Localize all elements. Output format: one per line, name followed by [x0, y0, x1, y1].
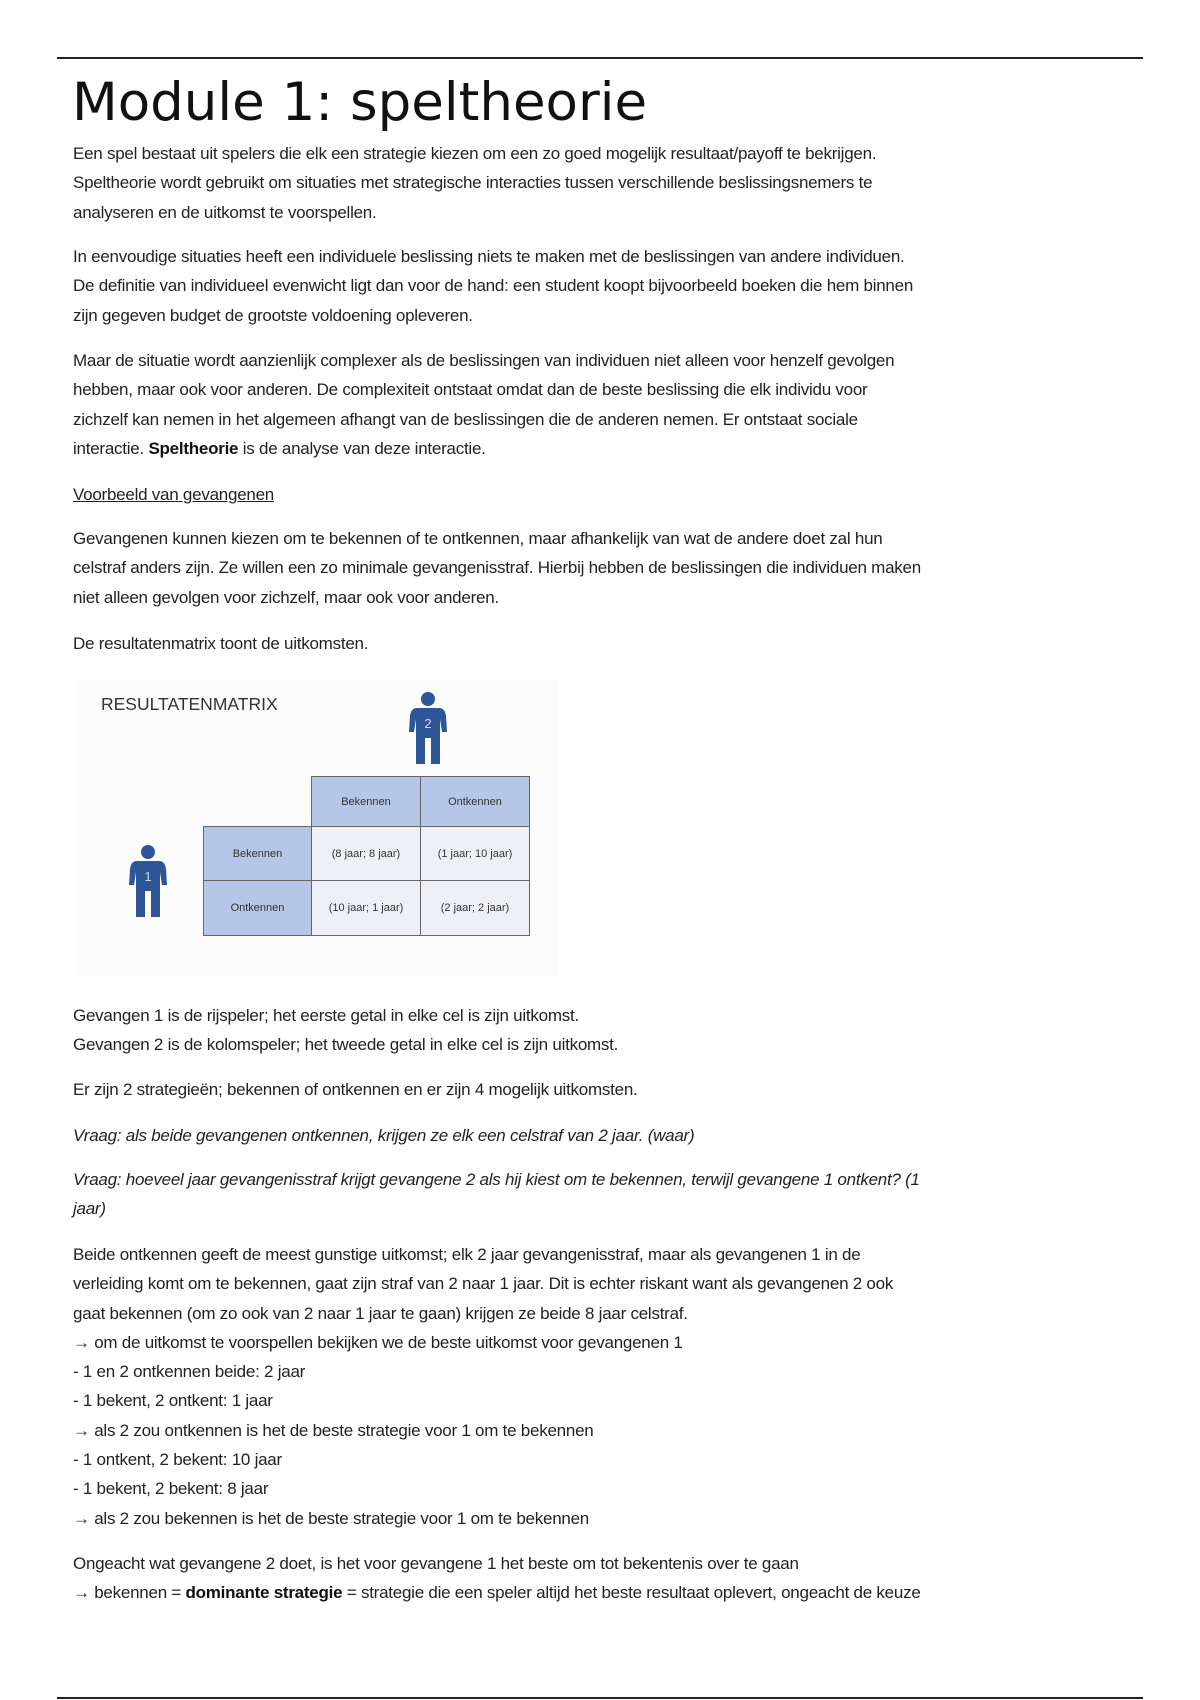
text-line: Gevangenen kunnen kiezen om te bekennen of te ontkennen, maar afhankelijk van wat de andere doet zal hun: [73, 529, 883, 548]
text-line: - 1 ontkent, 2 bekent: 10 jaar: [73, 1450, 282, 1470]
paragraph-players: [73, 1001, 1153, 1060]
bold-term: dominante strategie: [185, 1583, 343, 1603]
top-rule: [57, 57, 1143, 59]
question-1: [73, 1121, 1153, 1150]
text-line: - 1 bekent, 2 bekent: 8 jaar: [73, 1479, 269, 1499]
person-icon-player-1: [129, 845, 167, 919]
row-header-ontkennen: Ontkennen: [203, 880, 312, 936]
text-line: analyseren en de uitkomst te voorspellen.: [73, 202, 377, 222]
text-line: → als 2 zou bekennen is het de beste strategie voor 1 om te bekennen: [73, 1508, 590, 1528]
text-line: Speltheorie wordt gebruikt om situaties met strategische interacties tussen verschillende beslissingsnemers te: [73, 173, 873, 193]
row-header-bekennen: Bekennen: [203, 826, 312, 881]
text-line: Vraag: als beide gevangenen ontkennen, krijgen ze elk een celstraf van 2 jaar. (waar): [73, 1126, 695, 1145]
svg-text:1: 1: [144, 869, 152, 884]
text-line: [73, 434, 1153, 463]
matrix-cell: (2 jaar; 2 jaar): [420, 880, 530, 936]
paragraph-complex-situations: [73, 346, 1153, 463]
text-line: [73, 1578, 1153, 1607]
matrix-title: RESULTATENMATRIX: [101, 694, 278, 714]
paragraph-simple-situations: [73, 242, 1153, 330]
text: → bekennen =: [73, 1583, 186, 1603]
text-line: De definitie van individueel evenwicht ligt dan voor de hand: een student koopt bijvoorbeeld boeken die hem binnen: [73, 276, 914, 296]
section-heading: [73, 480, 1153, 509]
text-line: → als 2 zou ontkennen is het de beste strategie voor 1 om te bekennen: [73, 1420, 594, 1440]
text-line: Gevangen 1 is de rijspeler; het eerste getal in elke cel is zijn uitkomst.: [73, 1006, 579, 1025]
question-2: [73, 1165, 1153, 1224]
text-line: Vraag: hoeveel jaar gevangenisstraf krijgt gevangene 2 als hij kiest om te bekennen, terwijl gevangene 1 ontkent? (1: [73, 1170, 920, 1189]
bottom-rule: [57, 1697, 1143, 1699]
text-line: zichzelf kan nemen in het algemeen afhangt van de beslissingen die de anderen nemen. Er ontstaat sociale: [73, 409, 858, 429]
text-line: - 1 bekent, 2 ontkent: 1 jaar: [73, 1391, 273, 1411]
text: interactie.: [73, 438, 149, 458]
heading-text: Voorbeeld van gevangenen: [73, 485, 275, 504]
text: = strategie die een speler altijd het beste resultaat oplevert, ongeacht de keuze: [342, 1583, 921, 1603]
text-line: hebben, maar ook voor anderen. De complexiteit ontstaat omdat dan de beste beslissing die elk individu voor: [73, 380, 868, 400]
col-header-ontkennen: Ontkennen: [420, 776, 530, 827]
matrix-cell: (10 jaar; 1 jaar): [311, 880, 421, 936]
paragraph-intro: [73, 139, 1153, 227]
text-line: Gevangen 2 is de kolomspeler; het tweede getal in elke cel is zijn uitkomst.: [73, 1035, 619, 1055]
text: is de analyse van deze interactie.: [238, 438, 486, 458]
text-line: Ongeacht wat gevangene 2 doet, is het voor gevangene 1 het beste om tot bekentenis over te gaan: [73, 1554, 799, 1573]
paragraph-matrix-intro: [73, 629, 1153, 658]
matrix-cell: (1 jaar; 10 jaar): [420, 826, 530, 881]
text-line: Een spel bestaat uit spelers die elk een strategie kiezen om een zo goed mogelijk resultaat/payoff te bekrijgen.: [73, 144, 877, 163]
person-icon-player-2: [409, 692, 447, 766]
text-line: verleiding komt om te bekennen, gaat zijn straf van 2 naar 1 jaar. Dit is echter riskant want als gevangenen 2 ook: [73, 1274, 894, 1294]
text-line: niet alleen gevolgen voor zichzelf, maar ook voor anderen.: [73, 587, 499, 607]
paragraph-strategies: [73, 1075, 1153, 1104]
text-line: → om de uitkomst te voorspellen bekijken we de beste uitkomst voor gevangenen 1: [73, 1332, 683, 1352]
text-line: jaar): [73, 1199, 106, 1219]
paragraph-conclusion: [73, 1549, 1153, 1608]
page-title: Module 1: speltheorie: [72, 72, 648, 133]
paragraph-analysis: [73, 1240, 1153, 1533]
col-header-bekennen: Bekennen: [311, 776, 421, 827]
svg-text:2: 2: [424, 716, 432, 731]
bold-term: Speltheorie: [148, 438, 239, 458]
text-line: Beide ontkennen geeft de meest gunstige uitkomst; elk 2 jaar gevangenisstraf, maar als gevangenen 1 in de: [73, 1245, 861, 1264]
text-line: Er zijn 2 strategieën; bekennen of ontkennen en er zijn 4 mogelijk uitkomsten.: [73, 1080, 638, 1099]
text-line: De resultatenmatrix toont de uitkomsten.: [73, 634, 369, 653]
text-line: zijn gegeven budget de grootste voldoening opleveren.: [73, 305, 473, 325]
matrix-cell: (8 jaar; 8 jaar): [311, 826, 421, 881]
text-line: - 1 en 2 ontkennen beide: 2 jaar: [73, 1362, 306, 1382]
text-line: In eenvoudige situaties heeft een individuele beslissing niets te maken met de beslissingen van andere individuen.: [73, 247, 905, 266]
text-line: Maar de situatie wordt aanzienlijk complexer als de beslissingen van individuen niet alleen voor henzelf gevolgen: [73, 351, 895, 370]
text-line: gaat bekennen (om zo ook van 2 naar 1 jaar te gaan) krijgen ze beide 8 jaar celstraf.: [73, 1303, 688, 1323]
paragraph-prisoners: [73, 524, 1153, 612]
result-matrix-figure: [76, 680, 558, 976]
text-line: celstraf anders zijn. Ze willen een zo minimale gevangenisstraf. Hierbij hebben de beslissingen die individuen maken: [73, 558, 921, 578]
